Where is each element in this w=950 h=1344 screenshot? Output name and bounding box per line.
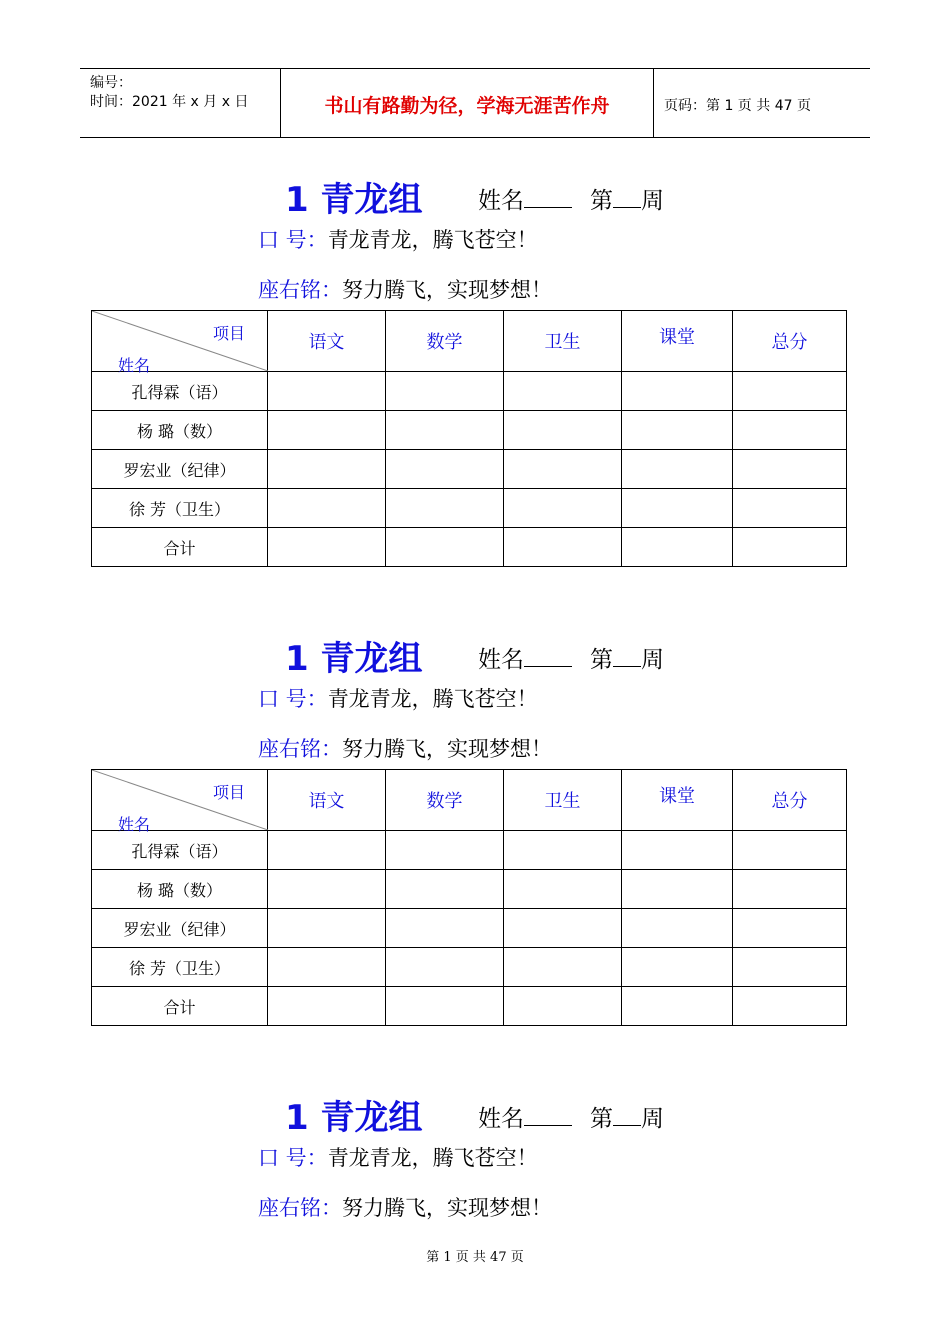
group-name: 1 青龙组 [285, 180, 423, 220]
week-field [590, 182, 664, 215]
header-page-cell [654, 69, 870, 137]
table-row [92, 870, 847, 909]
week-suffix: 周 [641, 188, 664, 214]
group-section-1 [0, 170, 950, 610]
score-cell[interactable] [268, 948, 386, 987]
score-cell[interactable] [386, 987, 504, 1026]
table-row [92, 411, 847, 450]
slogan-line [258, 224, 538, 254]
name-label: 姓名 [478, 188, 524, 214]
row-name: 徐 芳（卫生） [92, 948, 268, 987]
week-suffix: 周 [641, 1106, 664, 1132]
score-cell[interactable] [622, 489, 733, 528]
score-cell[interactable] [386, 450, 504, 489]
score-cell[interactable] [733, 909, 847, 948]
score-cell[interactable] [268, 987, 386, 1026]
document-time: 时间：2021 年 x 月 x 日 [90, 94, 249, 110]
score-cell[interactable] [386, 831, 504, 870]
score-cell[interactable] [268, 489, 386, 528]
name-label: 姓名 [478, 1106, 524, 1132]
document-header [80, 68, 870, 138]
name-field [478, 1100, 572, 1133]
header-motto-cell [281, 69, 654, 137]
score-cell[interactable] [268, 528, 386, 567]
page-footer: 第 1 页 共 47 页 [426, 1250, 524, 1265]
week-blank [613, 187, 641, 208]
row-name: 合计 [92, 987, 268, 1026]
week-prefix: 第 [590, 1106, 613, 1132]
week-field [590, 1100, 664, 1133]
row-name: 徐 芳（卫生） [92, 489, 268, 528]
slogan-text: 青龙青龙，腾飞苍空！ [327, 1146, 538, 1170]
score-cell[interactable] [504, 372, 622, 411]
score-cell[interactable] [268, 372, 386, 411]
column-header: 语文 [268, 311, 386, 372]
column-header [622, 770, 733, 831]
name-blank [524, 187, 572, 208]
section-title-row [0, 1088, 950, 1138]
score-cell[interactable] [733, 411, 847, 450]
score-cell[interactable] [386, 411, 504, 450]
score-table [91, 310, 847, 567]
table-row [92, 372, 847, 411]
score-cell[interactable] [622, 870, 733, 909]
motto-line [258, 1192, 552, 1222]
document-number: 编号： [90, 75, 132, 91]
week-blank [613, 1105, 641, 1126]
slogan-line [258, 1142, 538, 1172]
table-row [92, 909, 847, 948]
score-cell[interactable] [386, 870, 504, 909]
group-section-3 [0, 1088, 950, 1238]
name-blank [524, 646, 572, 667]
score-cell[interactable] [733, 987, 847, 1026]
score-cell[interactable] [622, 948, 733, 987]
score-cell[interactable] [733, 489, 847, 528]
score-cell[interactable] [733, 372, 847, 411]
table-row [92, 450, 847, 489]
score-cell[interactable] [386, 909, 504, 948]
score-cell[interactable] [733, 870, 847, 909]
motto-label: 座右铭： [258, 1196, 342, 1220]
score-table [91, 769, 847, 1026]
score-cell[interactable] [504, 987, 622, 1026]
score-cell[interactable] [268, 450, 386, 489]
score-cell[interactable] [504, 450, 622, 489]
column-header: 卫生 [504, 770, 622, 831]
corner-item-label: 项目 [212, 324, 245, 343]
score-cell[interactable] [386, 948, 504, 987]
corner-name-label: 姓名 [118, 356, 151, 375]
week-prefix: 第 [590, 647, 613, 673]
name-field [478, 182, 572, 215]
score-cell[interactable] [386, 372, 504, 411]
score-cell[interactable] [268, 411, 386, 450]
column-header: 总分 [733, 311, 847, 372]
score-cell[interactable] [504, 870, 622, 909]
score-cell[interactable] [268, 870, 386, 909]
row-name: 合计 [92, 528, 268, 567]
slogan-label: 口 号： [258, 687, 328, 711]
column-header: 总分 [733, 770, 847, 831]
table-row [92, 948, 847, 987]
row-name: 孔得霖（语） [92, 372, 268, 411]
section-title-row [0, 629, 950, 679]
header-motto: 书山有路勤为径，学海无涯苦作舟 [324, 95, 610, 117]
slogan-text: 青龙青龙，腾飞苍空！ [327, 687, 538, 711]
score-cell[interactable] [622, 831, 733, 870]
score-cell[interactable] [504, 489, 622, 528]
week-blank [613, 646, 641, 667]
score-cell[interactable] [622, 528, 733, 567]
score-cell[interactable] [268, 909, 386, 948]
slogan-text: 青龙青龙，腾飞苍空！ [327, 228, 538, 252]
score-cell[interactable] [622, 411, 733, 450]
score-cell[interactable] [268, 831, 386, 870]
score-cell[interactable] [733, 831, 847, 870]
name-blank [524, 1105, 572, 1126]
table-corner-cell [92, 770, 268, 834]
slogan-label: 口 号： [258, 1146, 328, 1170]
table-row [92, 831, 847, 870]
column-header: 数学 [386, 770, 504, 831]
group-name: 1 青龙组 [285, 1098, 423, 1138]
week-prefix: 第 [590, 188, 613, 214]
motto-line [258, 274, 552, 304]
row-name: 孔得霖（语） [92, 831, 268, 870]
score-cell[interactable] [504, 831, 622, 870]
score-cell[interactable] [622, 987, 733, 1026]
motto-label: 座右铭： [258, 278, 342, 302]
row-name: 杨 璐（数） [92, 411, 268, 450]
name-field [478, 641, 572, 674]
section-title-row [0, 170, 950, 220]
table-row [92, 987, 847, 1026]
name-label: 姓名 [478, 647, 524, 673]
motto-text: 努力腾飞，实现梦想！ [342, 1196, 552, 1220]
row-name: 罗宏业（纪律） [92, 450, 268, 489]
score-cell[interactable] [504, 528, 622, 567]
motto-text: 努力腾飞，实现梦想！ [342, 278, 552, 302]
score-cell[interactable] [622, 909, 733, 948]
column-header-label: 课堂 [659, 327, 695, 348]
score-cell[interactable] [386, 489, 504, 528]
score-cell[interactable] [622, 372, 733, 411]
score-cell[interactable] [504, 948, 622, 987]
week-field [590, 641, 664, 674]
slogan-line [258, 683, 538, 713]
score-cell[interactable] [504, 909, 622, 948]
motto-text: 努力腾飞，实现梦想！ [342, 737, 552, 761]
column-header: 卫生 [504, 311, 622, 372]
corner-item-label: 项目 [212, 783, 245, 802]
motto-label: 座右铭： [258, 737, 342, 761]
column-header: 语文 [268, 770, 386, 831]
row-name: 杨 璐（数） [92, 870, 268, 909]
motto-line [258, 733, 552, 763]
score-cell[interactable] [733, 948, 847, 987]
column-header-label: 课堂 [659, 786, 695, 807]
score-cell[interactable] [733, 450, 847, 489]
column-header: 数学 [386, 311, 504, 372]
header-page-info: 页码：第 1 页 共 47 页 [664, 98, 811, 114]
header-info-cell [80, 69, 281, 137]
week-suffix: 周 [641, 647, 664, 673]
group-name: 1 青龙组 [285, 639, 423, 679]
score-cell[interactable] [733, 528, 847, 567]
score-cell[interactable] [622, 450, 733, 489]
slogan-label: 口 号： [258, 228, 328, 252]
column-header [622, 311, 733, 372]
score-cell[interactable] [504, 411, 622, 450]
table-row [92, 528, 847, 567]
group-section-2 [0, 629, 950, 1069]
score-cell[interactable] [386, 528, 504, 567]
table-header-row [92, 770, 847, 831]
corner-name-label: 姓名 [118, 815, 151, 834]
table-header-row [92, 311, 847, 372]
table-row [92, 489, 847, 528]
table-corner-cell [92, 311, 268, 375]
row-name: 罗宏业（纪律） [92, 909, 268, 948]
